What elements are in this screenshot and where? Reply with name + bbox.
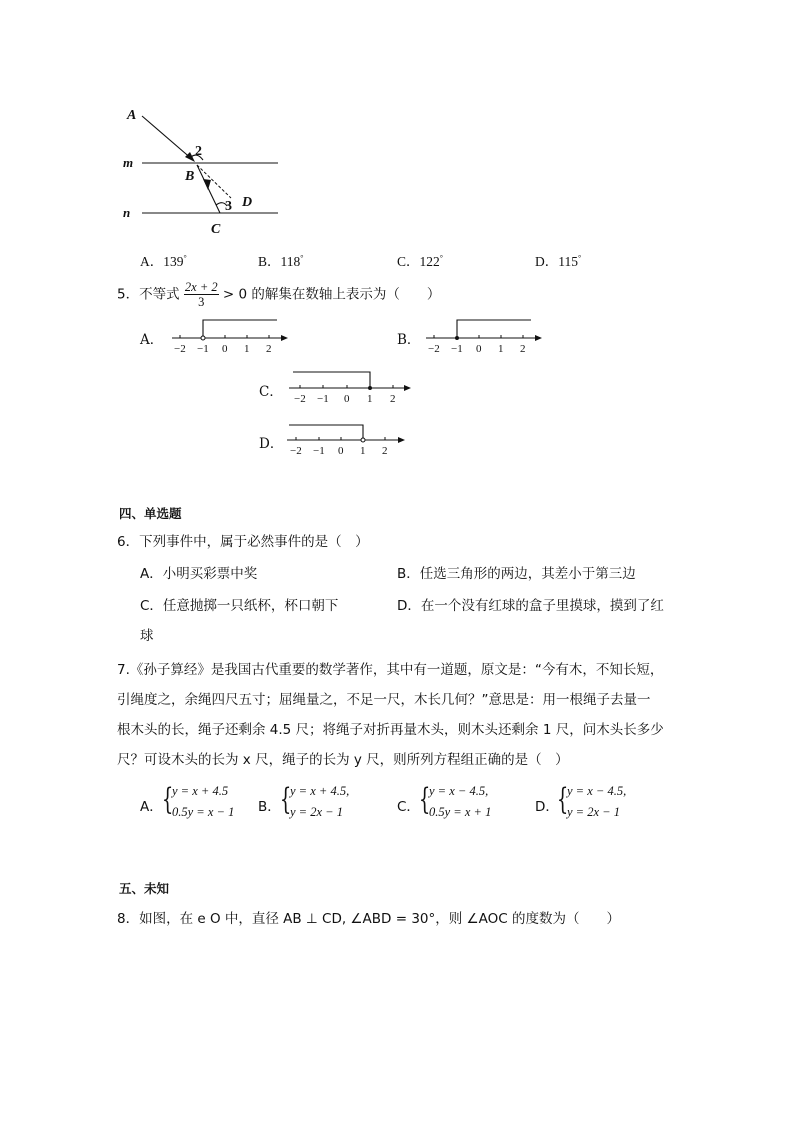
- svg-text:1: 1: [244, 343, 250, 355]
- label-a: A: [127, 108, 137, 123]
- dashed-bd: [197, 165, 231, 198]
- q7-option-d-brace: {: [556, 782, 569, 817]
- svg-text:−2: −2: [294, 393, 306, 405]
- svg-text:2: 2: [390, 393, 396, 405]
- number-line-c[interactable]: [285, 366, 415, 408]
- number-line-b[interactable]: [424, 316, 544, 358]
- q5-option-c-label[interactable]: C．: [259, 384, 283, 400]
- q7-option-b-brace: {: [279, 782, 292, 817]
- q5-option-d-label[interactable]: D．: [259, 436, 284, 452]
- label-n: n: [123, 205, 131, 220]
- q7-option-c-brace: {: [418, 782, 431, 817]
- q7-option-d-eq2: y = 2x − 1: [567, 805, 620, 819]
- svg-text:−1: −1: [451, 343, 463, 355]
- svg-text:−1: −1: [197, 343, 209, 355]
- q7-option-c-eq1: y = x − 4.5,: [429, 784, 489, 798]
- q7-line-1: 7.《孙子算经》是我国古代重要的数学著作，其中有一道题，原文是：“今有木，不知长短，: [117, 662, 664, 678]
- section-4-heading: 四、单选题: [119, 506, 182, 521]
- svg-text:0: 0: [344, 393, 350, 405]
- q6-option-d[interactable]: D．在一个没有红球的盒子里摸球，摸到了红: [397, 598, 664, 614]
- ray-ab: [142, 116, 193, 160]
- q7-option-b-eq2: y = 2x − 1: [290, 805, 343, 819]
- svg-text:1: 1: [498, 343, 504, 355]
- svg-text:2: 2: [266, 343, 272, 355]
- svg-text:0: 0: [222, 343, 228, 355]
- q7-option-c-label[interactable]: C．: [397, 799, 420, 815]
- label-d: D: [242, 195, 253, 210]
- q7-option-b-label[interactable]: B．: [258, 799, 281, 815]
- label-c: C: [211, 222, 221, 235]
- q7-line-3: 根木头的长，绳子还剩余 4.5 尺；将绳子对折再量木头，则木头还剩余 1 尺，问木头长多少: [117, 722, 664, 738]
- svg-text:−1: −1: [313, 445, 325, 457]
- q8-stem: 8．如图，在 e O 中，直径 AB ⊥ CD, ∠ABD = 30°，则 ∠AOC 的度数为（ ）: [117, 911, 620, 927]
- q7-option-d-eq1: y = x − 4.5,: [567, 784, 627, 798]
- svg-text:1: 1: [360, 445, 366, 457]
- svg-text:−1: −1: [317, 393, 329, 405]
- q5-fraction: $\frac{2x + 2}{3}$: [184, 280, 218, 309]
- q7-option-c-eq2: 0.5y = x + 1: [429, 805, 492, 819]
- svg-text:−2: −2: [290, 445, 302, 457]
- q6-stem: 6．下列事件中，属于必然事件的是（ ）: [117, 534, 369, 550]
- q4-option-c[interactable]: C．122°: [397, 253, 443, 269]
- q7-option-a-label[interactable]: A．: [140, 799, 163, 815]
- q5-stem: 5．不等式 $\frac{2x + 2}{3}$ > 0 的解集在数轴上表示为（ ）: [117, 280, 441, 309]
- svg-text:−2: −2: [174, 343, 186, 355]
- label-m: m: [123, 155, 134, 170]
- svg-text:1: 1: [367, 393, 373, 405]
- arrow-head-ab: [185, 152, 195, 162]
- number-line-a[interactable]: [170, 316, 290, 358]
- svg-text:2: 2: [382, 445, 388, 457]
- q4-option-b[interactable]: B．118°: [258, 253, 304, 269]
- q6-option-d-cont: 球: [140, 628, 154, 644]
- svg-text:−2: −2: [428, 343, 440, 355]
- label-angle-2: 2: [195, 144, 202, 159]
- q6-option-c[interactable]: C．任意抛掷一只纸杯，杯口朝下: [140, 598, 339, 614]
- q7-option-b-eq1: y = x + 4.5,: [290, 784, 350, 798]
- label-b: B: [185, 169, 195, 184]
- label-angle-3: 3: [225, 199, 232, 214]
- svg-text:0: 0: [338, 445, 344, 457]
- q6-option-a[interactable]: A．小明买彩票中奖: [140, 566, 258, 582]
- number-line-d[interactable]: [283, 418, 413, 460]
- q7-line-4: 尺？可设木头的长为 x 尺，绳子的长为 y 尺，则所列方程组正确的是（ ）: [117, 752, 569, 768]
- q5-option-a-label[interactable]: A．: [140, 332, 164, 348]
- section-5-heading: 五、未知: [119, 881, 170, 896]
- q4-option-d[interactable]: D．115°: [535, 253, 582, 269]
- segment-bc: [197, 165, 220, 213]
- svg-text:0: 0: [476, 343, 482, 355]
- q5-option-b-label[interactable]: B．: [397, 332, 421, 348]
- q4-option-a[interactable]: A．139°: [140, 253, 187, 269]
- svg-text:2: 2: [520, 343, 526, 355]
- q7-option-a-brace: {: [161, 782, 174, 817]
- q7-option-d-label[interactable]: D．: [535, 799, 559, 815]
- q7-option-a-eq1: y = x + 4.5: [172, 784, 229, 798]
- arrow-head-bc: [203, 179, 211, 190]
- q7-line-2: 引绳度之，余绳四尺五寸；屈绳量之，不足一尺，木长几何？”意思是：用一根绳子去量一: [117, 692, 651, 708]
- q7-option-a-eq2: 0.5y = x − 1: [172, 805, 235, 819]
- parallel-lines-figure: [115, 100, 290, 235]
- q6-option-b[interactable]: B．任选三角形的两边，其差小于第三边: [397, 566, 636, 582]
